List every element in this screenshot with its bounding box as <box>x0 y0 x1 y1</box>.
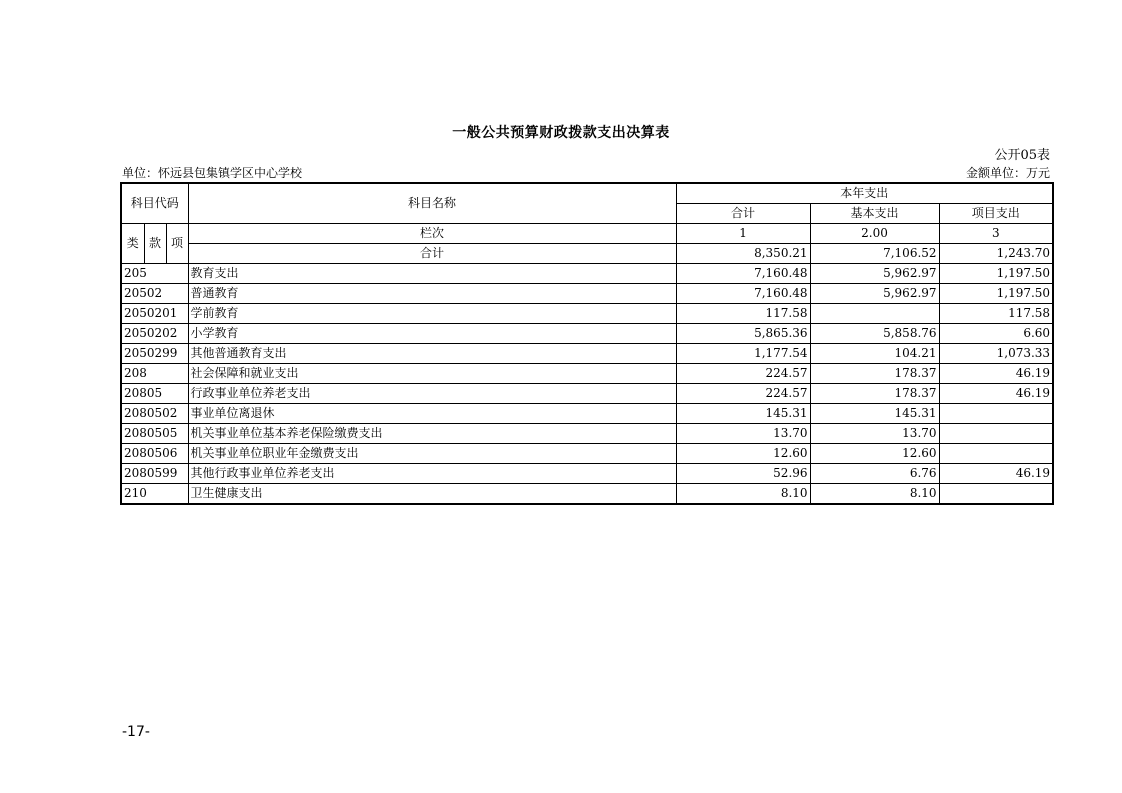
row-name: 事业单位离退休 <box>188 404 676 424</box>
row-basic: 5,962.97 <box>810 264 939 284</box>
table-row <box>121 404 1053 424</box>
table-row <box>121 464 1053 484</box>
row-code: 20502 <box>121 284 188 304</box>
table-row <box>121 264 1053 284</box>
row-name: 其他普通教育支出 <box>188 344 676 364</box>
row-total: 145.31 <box>676 404 810 424</box>
row-project <box>939 484 1053 505</box>
row-code: 210 <box>121 484 188 505</box>
header-row-1 <box>121 183 1053 204</box>
summary-label: 合计 <box>188 244 676 264</box>
row-project: 1,073.33 <box>939 344 1053 364</box>
row-name: 其他行政事业单位养老支出 <box>188 464 676 484</box>
expenditure-table <box>120 182 1054 505</box>
row-basic: 178.37 <box>810 364 939 384</box>
row-total: 224.57 <box>676 364 810 384</box>
row-code: 2080505 <box>121 424 188 444</box>
row-basic: 104.21 <box>810 344 939 364</box>
table-row <box>121 444 1053 464</box>
row-project: 1,197.50 <box>939 284 1053 304</box>
row-name: 社会保障和就业支出 <box>188 364 676 384</box>
table-row <box>121 424 1053 444</box>
header-project: 项目支出 <box>939 204 1053 224</box>
summary-basic: 7,106.52 <box>810 244 939 264</box>
row-total: 52.96 <box>676 464 810 484</box>
row-total: 117.58 <box>676 304 810 324</box>
row-basic: 5,962.97 <box>810 284 939 304</box>
row-total: 224.57 <box>676 384 810 404</box>
row-total: 7,160.48 <box>676 264 810 284</box>
row-project: 6.60 <box>939 324 1053 344</box>
unit-label: 单位：怀远县包集镇学区中心学校 <box>122 166 303 180</box>
row-name: 学前教育 <box>188 304 676 324</box>
row-name: 机关事业单位职业年金缴费支出 <box>188 444 676 464</box>
header-col2: 2.00 <box>810 224 939 244</box>
row-code: 2080506 <box>121 444 188 464</box>
summary-project: 1,243.70 <box>939 244 1053 264</box>
header-basic: 基本支出 <box>810 204 939 224</box>
table-row <box>121 384 1053 404</box>
row-basic: 6.76 <box>810 464 939 484</box>
header-xiang: 项 <box>166 224 188 264</box>
row-name: 机关事业单位基本养老保险缴费支出 <box>188 424 676 444</box>
table-row <box>121 364 1053 384</box>
row-name: 行政事业单位养老支出 <box>188 384 676 404</box>
header-lei: 类 <box>121 224 144 264</box>
row-code: 2050201 <box>121 304 188 324</box>
table-row <box>121 304 1053 324</box>
row-total: 7,160.48 <box>676 284 810 304</box>
row-code: 205 <box>121 264 188 284</box>
amount-unit-label: 金额单位：万元 <box>965 166 1050 180</box>
form-number: 公开05表 <box>994 148 1050 163</box>
row-total: 12.60 <box>676 444 810 464</box>
row-basic: 145.31 <box>810 404 939 424</box>
row-name: 普通教育 <box>188 284 676 304</box>
row-basic: 5,858.76 <box>810 324 939 344</box>
table-row <box>121 284 1053 304</box>
row-name: 卫生健康支出 <box>188 484 676 505</box>
row-code: 2050202 <box>121 324 188 344</box>
row-code: 2080599 <box>121 464 188 484</box>
report-title: 一般公共预算财政拨款支出决算表 <box>452 125 670 141</box>
row-code: 208 <box>121 364 188 384</box>
row-project <box>939 444 1053 464</box>
row-basic: 12.60 <box>810 444 939 464</box>
row-code: 2080502 <box>121 404 188 424</box>
row-project <box>939 404 1053 424</box>
page-number: -17- <box>122 724 150 740</box>
header-row-3 <box>121 224 1053 244</box>
row-code: 2050299 <box>121 344 188 364</box>
table-row <box>121 344 1053 364</box>
row-basic: 178.37 <box>810 384 939 404</box>
header-row-label: 栏次 <box>188 224 676 244</box>
summary-total: 8,350.21 <box>676 244 810 264</box>
row-project <box>939 424 1053 444</box>
row-basic <box>810 304 939 324</box>
header-total: 合计 <box>676 204 810 224</box>
table-row <box>121 484 1053 505</box>
header-year-total: 本年支出 <box>676 183 1053 204</box>
row-project: 46.19 <box>939 364 1053 384</box>
row-basic: 13.70 <box>810 424 939 444</box>
row-project: 46.19 <box>939 464 1053 484</box>
row-project: 1,197.50 <box>939 264 1053 284</box>
row-total: 8.10 <box>676 484 810 505</box>
row-name: 教育支出 <box>188 264 676 284</box>
header-code: 科目代码 <box>121 183 188 224</box>
row-total: 1,177.54 <box>676 344 810 364</box>
header-name: 科目名称 <box>188 183 676 224</box>
row-total: 13.70 <box>676 424 810 444</box>
header-col3: 3 <box>939 224 1053 244</box>
row-total: 5,865.36 <box>676 324 810 344</box>
summary-row <box>121 244 1053 264</box>
header-kuan: 款 <box>144 224 166 264</box>
row-name: 小学教育 <box>188 324 676 344</box>
row-basic: 8.10 <box>810 484 939 505</box>
row-project: 117.58 <box>939 304 1053 324</box>
row-project: 46.19 <box>939 384 1053 404</box>
table-row <box>121 324 1053 344</box>
header-col1: 1 <box>676 224 810 244</box>
row-code: 20805 <box>121 384 188 404</box>
